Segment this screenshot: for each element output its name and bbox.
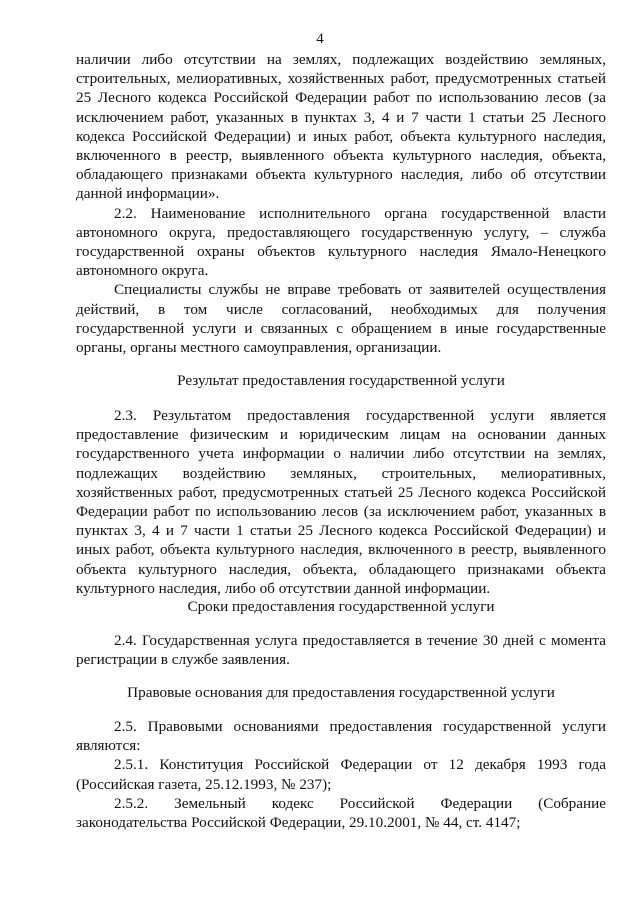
heading-legal: Правовые основания для предоставления государственной услуги bbox=[127, 684, 555, 701]
paragraph-specialists: Специалисты службы не вправе требовать от заявителей осуществления действий, в том числе согласований, необходимых для получения государственной услуги и связанных с обращением в иные государственные органы, органы местного самоуправления, организации. bbox=[76, 281, 606, 357]
page-number: 4 bbox=[316, 31, 324, 47]
heading-result: Результат предоставления государственной услуги bbox=[177, 372, 505, 389]
paragraph-2-3: 2.3. Результатом предоставления государственной услуги является предоставление физическим и юридическим лицам на основании данных государственного учета информации о наличии либо отсутствии на землях, подлежащих воздействию земляных, строительных, мелиоративных, хозяйственных работ, предусмотренных статьей 25 Лесного кодекса Российской Федерации работ по использованию лесов (за исключением работ, указанных в пунктах 3, 4 и 7 части 1 статьи 25 Лесного кодекса Российской Федерации) и иных работ, объекта культурного наследия, включенного в реестр, выявленного объекта культурного наследия, объекта, обладающего признаками объекта культурного наследия, либо об отсутствии данной информации. bbox=[76, 407, 606, 597]
paragraph-2-4: 2.4. Государственная услуга предоставляется в течение 30 дней с момента регистрации в службе заявления. bbox=[76, 632, 606, 669]
intro-section bbox=[76, 50, 606, 357]
result-section bbox=[76, 406, 606, 598]
terms-section bbox=[76, 631, 606, 669]
heading-terms: Сроки предоставления государственной услуги bbox=[187, 598, 495, 615]
paragraph-2-5-2: 2.5.2. Земельный кодекс Российской Федерации (Собрание законодательства Российской Федерации, 29.10.2001, № 44, ст. 4147; bbox=[76, 794, 606, 832]
paragraph-2-2: 2.2. Наименование исполнительного органа государственной власти автономного округа, предоставляющего государственную услугу, – служба государственной охраны объектов культурного наследия Ямало-Ненецкого автономного округа. bbox=[76, 204, 606, 280]
paragraph-2-5: 2.5. Правовыми основаниями предоставления государственной услуги являются: bbox=[76, 718, 606, 755]
paragraph-intro-continuation: наличии либо отсутствии на землях, подлежащих воздействию земляных, строительных, мелиоративных, хозяйственных работ, предусмотренных статьей 25 Лесного кодекса Российской Федерации работ по использованию лесов (за исключением работ, указанных в пунктах 3, 4 и 7 части 1 статьи 25 Лесного кодекса Российской Федерации) и иных работ, объекта культурного наследия, включенного в реестр, выявленного объекта культурного наследия, объекта, обладающего признаками объекта культурного наследия, либо об отсутствии данной информации». bbox=[76, 51, 606, 203]
paragraph-2-5-1: 2.5.1. Конституция Российской Федерации от 12 декабря 1993 года (Российская газета, 25.12.1993, № 237); bbox=[76, 756, 606, 793]
legal-section bbox=[76, 717, 606, 832]
